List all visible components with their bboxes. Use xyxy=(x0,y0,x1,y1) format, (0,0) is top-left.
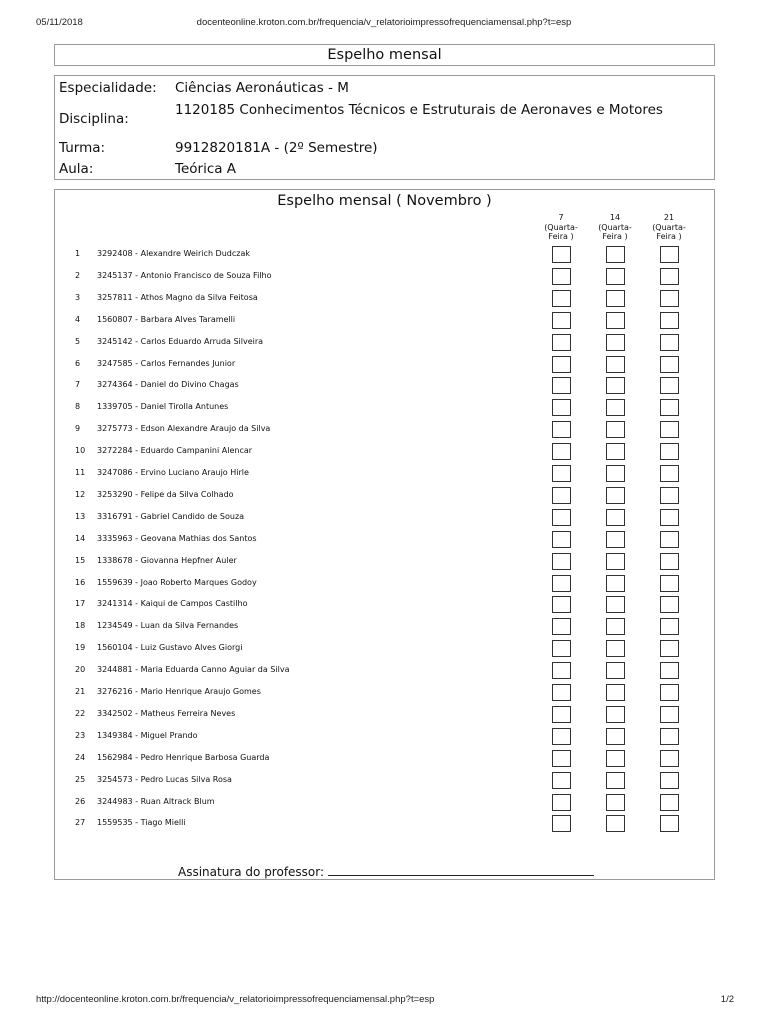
attendance-checkbox[interactable] xyxy=(552,662,571,679)
row-number: 11 xyxy=(75,468,86,477)
attendance-checkbox[interactable] xyxy=(552,421,571,438)
attendance-checkbox[interactable] xyxy=(606,290,625,307)
attendance-checkbox[interactable] xyxy=(606,618,625,635)
student-row xyxy=(55,310,714,332)
attendance-checkbox[interactable] xyxy=(552,750,571,767)
attendance-checkbox[interactable] xyxy=(660,575,679,592)
attendance-checkbox[interactable] xyxy=(660,815,679,832)
day-column-header xyxy=(536,213,586,242)
attendance-checkbox[interactable] xyxy=(552,531,571,548)
row-number: 13 xyxy=(75,511,86,521)
attendance-checkbox[interactable] xyxy=(552,246,571,263)
row-number: 6 xyxy=(75,358,81,368)
attendance-checkbox[interactable] xyxy=(660,421,679,438)
page-number: 1/2 xyxy=(720,994,734,1005)
attendance-checkbox[interactable] xyxy=(606,553,625,570)
row-number: 26 xyxy=(75,796,86,806)
attendance-checkbox[interactable] xyxy=(660,618,679,635)
attendance-checkbox[interactable] xyxy=(606,246,625,263)
attendance-checkbox[interactable] xyxy=(552,596,571,613)
row-number: 12 xyxy=(75,489,86,499)
attendance-checkbox[interactable] xyxy=(660,706,679,723)
student-row xyxy=(55,682,714,704)
row-number: 27 xyxy=(75,818,86,828)
student-name: 3245142 - Carlos Eduardo Arruda Silveira xyxy=(97,336,264,346)
day-number: 7 xyxy=(558,213,564,222)
student-name: 3247585 - Carlos Fernandes Junior xyxy=(97,358,236,368)
day-column-header xyxy=(590,213,640,242)
attendance-checkbox[interactable] xyxy=(552,509,571,526)
attendance-checkbox[interactable] xyxy=(606,750,625,767)
attendance-checkbox[interactable] xyxy=(552,268,571,285)
attendance-checkbox[interactable] xyxy=(606,794,625,811)
student-row xyxy=(55,529,714,551)
student-name: 3292408 - Alexandre Weirich Dudczak xyxy=(97,249,250,258)
student-name: 3245137 - Antonio Francisco de Souza Filho xyxy=(97,270,272,280)
day-number: 21 xyxy=(663,213,675,222)
student-name: 3335963 - Geovana Mathias dos Santos xyxy=(97,533,257,543)
student-name: 3316791 - Gabriel Candido de Souza xyxy=(97,511,245,521)
student-row xyxy=(55,266,714,288)
attendance-checkbox[interactable] xyxy=(606,334,625,351)
attendance-checkbox[interactable] xyxy=(552,399,571,416)
attendance-checkbox[interactable] xyxy=(660,312,679,329)
attendance-checkbox[interactable] xyxy=(552,377,571,394)
attendance-checkbox[interactable] xyxy=(660,728,679,745)
student-name: 3274364 - Daniel do Divino Chagas xyxy=(97,380,239,390)
attendance-checkbox[interactable] xyxy=(660,246,679,263)
row-number: 19 xyxy=(75,643,86,653)
weekday-line-2: Feira ) xyxy=(656,232,682,241)
student-row xyxy=(55,813,714,835)
signature-label: Assinatura do professor: xyxy=(178,865,325,879)
disciplina-label: Disciplina: xyxy=(59,111,129,127)
student-row xyxy=(55,594,714,616)
attendance-checkbox[interactable] xyxy=(606,706,625,723)
student-row xyxy=(55,507,714,529)
weekday-line-1: (Quarta- xyxy=(598,222,632,232)
row-number: 21 xyxy=(75,687,86,696)
attendance-checkbox[interactable] xyxy=(552,290,571,307)
student-name: 3272284 - Eduardo Campanini Alencar xyxy=(97,446,253,456)
attendance-checkbox[interactable] xyxy=(552,553,571,570)
footer-url: http://docenteonline.kroton.com.br/frequencia/v_relatorioimpressofrequenciamensal.php?t=esp xyxy=(36,994,435,1005)
student-name: 3275773 - Edson Alexandre Araujo da Silva xyxy=(97,424,271,434)
student-name: 3253290 - Felipe da Silva Colhado xyxy=(97,489,234,499)
attendance-checkbox[interactable] xyxy=(606,728,625,745)
row-number: 18 xyxy=(75,621,86,631)
row-number: 8 xyxy=(75,402,81,412)
student-name: 1560807 - Barbara Alves Taramelli xyxy=(97,314,236,324)
print-header xyxy=(0,17,768,31)
attendance-checkbox[interactable] xyxy=(552,728,571,745)
attendance-checkbox[interactable] xyxy=(552,465,571,482)
student-name: 3342502 - Matheus Ferreira Neves xyxy=(97,708,236,718)
page-title: Espelho mensal xyxy=(327,47,442,63)
attendance-checkbox[interactable] xyxy=(552,684,571,701)
attendance-checkbox[interactable] xyxy=(552,618,571,635)
sheet-title: Espelho mensal ( Novembro ) xyxy=(277,193,492,209)
student-name: 3244881 - Maria Eduarda Canno Aguiar da Silva xyxy=(97,665,290,675)
student-row xyxy=(55,441,714,463)
attendance-checkbox[interactable] xyxy=(606,312,625,329)
student-name: 1234549 - Luan da Silva Fernandes xyxy=(97,621,239,631)
attendance-checkbox[interactable] xyxy=(606,531,625,548)
attendance-checkbox[interactable] xyxy=(660,596,679,613)
attendance-checkbox[interactable] xyxy=(606,377,625,394)
attendance-checkbox[interactable] xyxy=(606,509,625,526)
attendance-sheet xyxy=(54,189,715,880)
student-name: 3254573 - Pedro Lucas Silva Rosa xyxy=(97,774,232,784)
row-number: 7 xyxy=(75,380,81,390)
attendance-checkbox[interactable] xyxy=(660,684,679,701)
student-row xyxy=(55,616,714,638)
student-name: 3241314 - Kaiqui de Campos Castilho xyxy=(97,599,248,609)
student-name: 3247086 - Ervino Luciano Araujo Hirle xyxy=(97,468,249,477)
attendance-checkbox[interactable] xyxy=(552,334,571,351)
row-number: 16 xyxy=(75,577,86,587)
attendance-checkbox[interactable] xyxy=(660,465,679,482)
attendance-checkbox[interactable] xyxy=(606,487,625,504)
attendance-checkbox[interactable] xyxy=(606,465,625,482)
signature-line[interactable] xyxy=(328,865,594,876)
attendance-checkbox[interactable] xyxy=(660,531,679,548)
row-number: 25 xyxy=(75,774,86,784)
class-info-box xyxy=(54,75,715,180)
student-row xyxy=(55,419,714,441)
attendance-checkbox[interactable] xyxy=(552,815,571,832)
attendance-checkbox[interactable] xyxy=(552,706,571,723)
attendance-checkbox[interactable] xyxy=(606,268,625,285)
print-footer xyxy=(0,994,768,1008)
student-row xyxy=(55,704,714,726)
attendance-checkbox[interactable] xyxy=(606,421,625,438)
attendance-checkbox[interactable] xyxy=(660,794,679,811)
row-number: 20 xyxy=(75,665,86,675)
attendance-checkbox[interactable] xyxy=(660,443,679,460)
turma-label: Turma: xyxy=(59,140,106,156)
student-row xyxy=(55,485,714,507)
day-column-header xyxy=(644,213,694,242)
attendance-checkbox[interactable] xyxy=(606,815,625,832)
attendance-checkbox[interactable] xyxy=(660,750,679,767)
attendance-checkbox[interactable] xyxy=(606,596,625,613)
row-number: 14 xyxy=(75,533,86,543)
weekday-line-2: Feira ) xyxy=(548,232,574,241)
attendance-checkbox[interactable] xyxy=(660,640,679,657)
weekday-line-1: (Quarta- xyxy=(652,222,686,232)
page-title-box xyxy=(54,44,715,66)
student-name: 1559639 - Joao Roberto Marques Godoy xyxy=(97,577,257,587)
student-name: 3257811 - Athos Magno da Silva Feitosa xyxy=(97,292,258,302)
row-number: 24 xyxy=(75,752,86,762)
especialidade-value: Ciências Aeronáuticas - M xyxy=(175,80,349,96)
row-number: 15 xyxy=(75,555,86,565)
attendance-checkbox[interactable] xyxy=(660,772,679,789)
row-number: 1 xyxy=(75,249,81,258)
attendance-checkbox[interactable] xyxy=(606,772,625,789)
print-date: 05/11/2018 xyxy=(36,17,83,28)
especialidade-label: Especialidade: xyxy=(59,80,157,96)
attendance-checkbox[interactable] xyxy=(606,684,625,701)
student-row xyxy=(55,748,714,770)
student-name: 1349384 - Miguel Prando xyxy=(97,730,198,740)
attendance-checkbox[interactable] xyxy=(552,772,571,789)
student-name: 1562984 - Pedro Henrique Barbosa Guarda xyxy=(97,752,270,762)
attendance-checkbox[interactable] xyxy=(660,290,679,307)
student-row xyxy=(55,288,714,310)
row-number: 5 xyxy=(75,336,81,346)
attendance-checkbox[interactable] xyxy=(552,794,571,811)
attendance-checkbox[interactable] xyxy=(552,356,571,373)
attendance-checkbox[interactable] xyxy=(552,640,571,657)
disciplina-value: 1120185 Conhecimentos Técnicos e Estruturais de Aeronaves e Motores xyxy=(175,102,663,118)
attendance-checkbox[interactable] xyxy=(606,443,625,460)
student-name: 1338678 - Giovanna Hepfner Auler xyxy=(97,555,237,565)
attendance-checkbox[interactable] xyxy=(552,443,571,460)
row-number: 17 xyxy=(75,599,86,609)
student-row xyxy=(55,332,714,354)
student-row xyxy=(55,397,714,419)
row-number: 9 xyxy=(75,424,81,434)
day-number: 14 xyxy=(609,213,621,222)
student-name: 1559535 - Tiago Mielli xyxy=(97,818,186,828)
row-number: 23 xyxy=(75,730,86,740)
row-number: 4 xyxy=(75,314,81,324)
aula-label: Aula: xyxy=(59,161,94,177)
attendance-checkbox[interactable] xyxy=(606,640,625,657)
student-row xyxy=(55,660,714,682)
student-row xyxy=(55,551,714,573)
attendance-checkbox[interactable] xyxy=(660,662,679,679)
student-name: 3244983 - Ruan Altrack Blum xyxy=(97,796,215,806)
student-row xyxy=(55,770,714,792)
student-name: 1560104 - Luiz Gustavo Alves Giorgi xyxy=(97,643,243,653)
attendance-checkbox[interactable] xyxy=(660,268,679,285)
turma-value: 9912820181A - (2º Semestre) xyxy=(175,140,378,156)
student-row xyxy=(55,354,714,376)
attendance-checkbox[interactable] xyxy=(660,377,679,394)
student-row xyxy=(55,573,714,595)
attendance-checkbox[interactable] xyxy=(606,662,625,679)
attendance-checkbox[interactable] xyxy=(660,553,679,570)
attendance-checkbox[interactable] xyxy=(606,399,625,416)
weekday-line-2: Feira ) xyxy=(602,232,628,241)
student-row xyxy=(55,375,714,397)
attendance-checkbox[interactable] xyxy=(660,334,679,351)
weekday-line-1: (Quarta- xyxy=(544,222,578,232)
student-row xyxy=(55,463,714,485)
row-number: 3 xyxy=(75,292,81,302)
signature-area xyxy=(178,865,594,879)
student-name: 3276216 - Mario Henrique Araujo Gomes xyxy=(97,687,261,696)
student-row xyxy=(55,726,714,748)
row-number: 2 xyxy=(75,270,81,280)
attendance-checkbox[interactable] xyxy=(606,575,625,592)
row-number: 10 xyxy=(75,446,86,456)
attendance-checkbox[interactable] xyxy=(660,399,679,416)
attendance-checkbox[interactable] xyxy=(552,487,571,504)
student-row xyxy=(55,638,714,660)
attendance-checkbox[interactable] xyxy=(660,487,679,504)
attendance-checkbox[interactable] xyxy=(660,356,679,373)
row-number: 22 xyxy=(75,708,86,718)
print-url: docenteonline.kroton.com.br/frequencia/v_relatorioimpressofrequenciamensal.php?t=esp xyxy=(196,17,572,28)
attendance-checkbox[interactable] xyxy=(552,312,571,329)
student-row xyxy=(55,244,714,266)
attendance-checkbox[interactable] xyxy=(552,575,571,592)
student-row xyxy=(55,792,714,814)
attendance-checkbox[interactable] xyxy=(606,356,625,373)
student-name: 1339705 - Daniel Tirolla Antunes xyxy=(97,402,229,412)
aula-value: Teórica A xyxy=(175,161,237,177)
attendance-checkbox[interactable] xyxy=(660,509,679,526)
